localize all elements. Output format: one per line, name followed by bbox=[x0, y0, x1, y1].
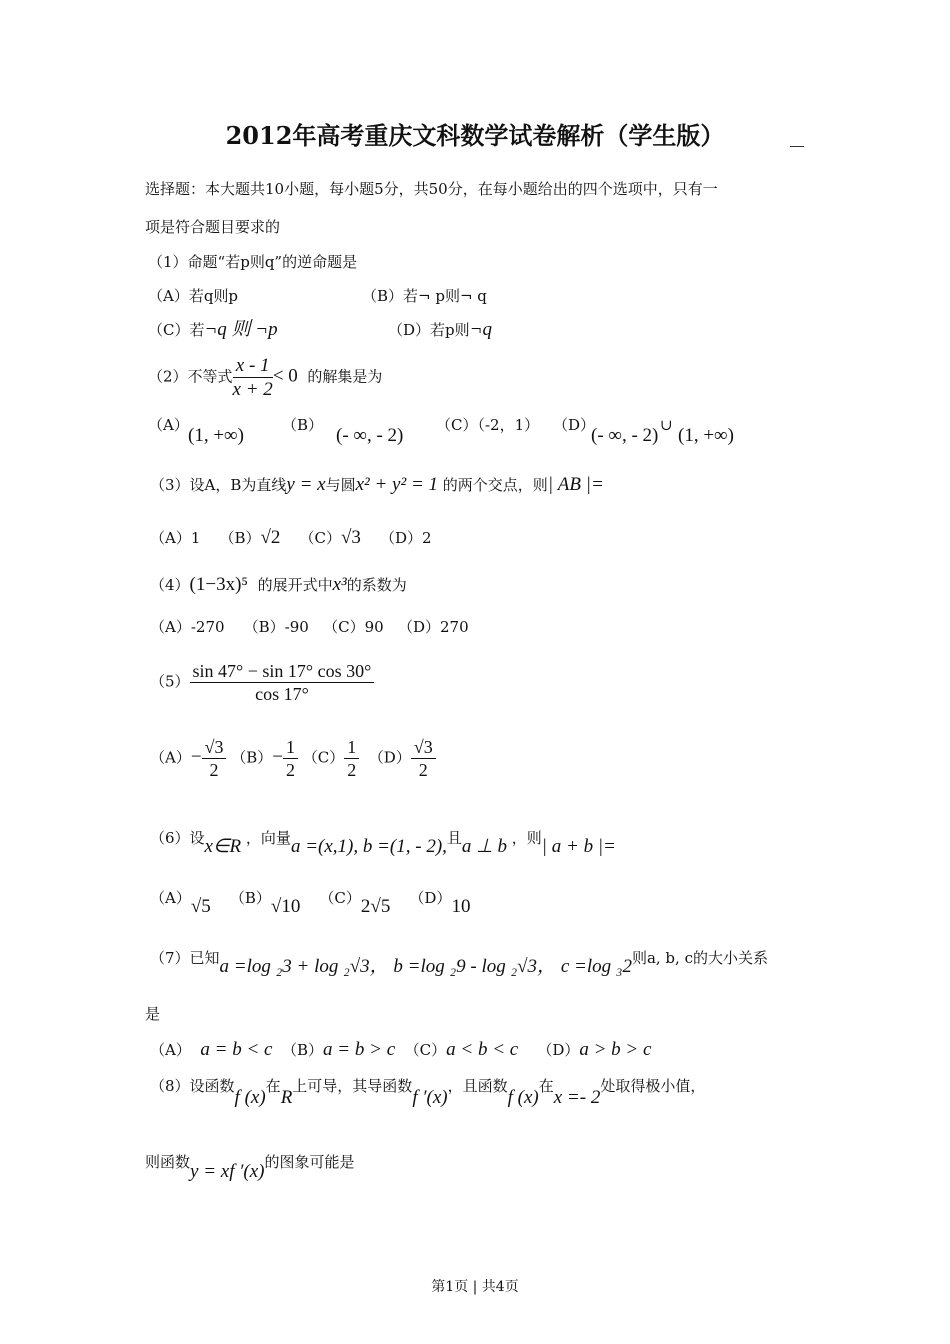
q6-options bbox=[150, 888, 471, 917]
q5-options bbox=[150, 738, 436, 779]
numerator: x - 1 bbox=[233, 356, 273, 378]
math: c =log ₃2 bbox=[560, 956, 632, 977]
label: （D） bbox=[368, 748, 411, 767]
numerator: √3 bbox=[202, 738, 227, 759]
math: R bbox=[280, 1087, 293, 1108]
label: （B） bbox=[231, 748, 273, 767]
label: （C） bbox=[319, 889, 361, 907]
label: （C） bbox=[404, 1041, 447, 1059]
q4-options: （A）-270 （B）-90 （C）90 （D）270 bbox=[150, 618, 469, 636]
text: 的图象可能是 bbox=[264, 1153, 355, 1171]
text: ，则 bbox=[511, 829, 542, 847]
q1-option-c bbox=[148, 320, 278, 339]
q7-options bbox=[150, 1040, 651, 1059]
q7-stem-cont: 是 bbox=[145, 1005, 161, 1023]
page-title: 2012年高考重庆文科数学试卷解析（学生版） bbox=[225, 121, 725, 150]
q8-stem bbox=[150, 1076, 706, 1108]
denominator: 2 bbox=[285, 760, 295, 780]
label: （C） bbox=[302, 748, 345, 767]
math: f (x) bbox=[234, 1087, 266, 1108]
denominator: 2 bbox=[209, 760, 219, 780]
math: f ′(x) bbox=[412, 1087, 448, 1108]
q1-stem: （1）命题“若p则q”的逆命题是 bbox=[148, 253, 358, 271]
denominator: cos 17° bbox=[255, 684, 309, 704]
label: （D） bbox=[409, 889, 452, 907]
numerator: 1 bbox=[344, 738, 359, 759]
numerator: sin 47° − sin 17° cos 30° bbox=[190, 662, 375, 683]
text: 的解集是为 bbox=[307, 367, 383, 386]
q6-option-d: 10 bbox=[451, 896, 471, 917]
text: ，向量 bbox=[245, 829, 291, 847]
label: （B） bbox=[229, 889, 271, 907]
q6-stem bbox=[150, 828, 616, 857]
label: （A） bbox=[150, 889, 191, 907]
q2-a-label: （A） bbox=[148, 416, 189, 434]
math: x∈R bbox=[204, 836, 242, 857]
text: 处取得极小值， bbox=[600, 1077, 706, 1095]
text: 上可导，其导函数 bbox=[292, 1077, 413, 1095]
q5-option-a bbox=[202, 738, 227, 779]
text: 与圆 bbox=[325, 476, 356, 494]
math: ¬q bbox=[469, 319, 492, 340]
denominator: 2 bbox=[418, 760, 428, 780]
fraction bbox=[233, 356, 273, 399]
q7-option-a: a = b < c bbox=[200, 1039, 273, 1060]
divider bbox=[790, 146, 804, 147]
intro-line-2: 项是符合题目要求的 bbox=[145, 218, 281, 236]
math: x³ bbox=[332, 574, 347, 595]
math: a =log ₂3 + log ₂√3， bbox=[219, 956, 389, 977]
q2-option-b: (- ∞, - 2) bbox=[336, 425, 404, 446]
text: （7）已知 bbox=[150, 949, 220, 967]
q2-option-d: (- ∞, - 2) bbox=[591, 425, 659, 446]
q8-stem-line-2 bbox=[145, 1152, 355, 1182]
minus: − bbox=[272, 746, 283, 768]
label: （B） bbox=[282, 1041, 324, 1059]
math: x =- 2 bbox=[553, 1087, 601, 1108]
text: ，且函数 bbox=[447, 1077, 508, 1095]
q3-options bbox=[150, 528, 432, 547]
math: a =(x,1), b =(1, - 2), bbox=[290, 836, 447, 857]
q7-option-d: a > b > c bbox=[579, 1039, 652, 1060]
q4-stem bbox=[150, 575, 407, 594]
q7-option-b: a = b > c bbox=[323, 1039, 396, 1060]
text: （3）设A，B为直线 bbox=[150, 476, 287, 494]
q5-option-b bbox=[283, 738, 298, 779]
text: （8）设函数 bbox=[150, 1077, 235, 1095]
text: （4） bbox=[150, 576, 190, 594]
text: 的两个交点，则 bbox=[442, 476, 548, 494]
fraction bbox=[190, 662, 375, 703]
math: < 0 bbox=[272, 365, 298, 387]
label: （A） bbox=[150, 748, 191, 767]
q6-option-b: √10 bbox=[270, 896, 301, 917]
label: （B） bbox=[219, 529, 261, 547]
math: ¬q 则 ¬p bbox=[204, 319, 278, 340]
label: （C） bbox=[299, 529, 341, 547]
page-footer: 第1页 | 共4页 bbox=[431, 1279, 519, 1295]
text: 的系数为 bbox=[346, 576, 407, 594]
q2-stem bbox=[148, 356, 382, 399]
q2-option-d-2: (1, +∞) bbox=[678, 425, 734, 446]
label: （2）不等式 bbox=[148, 367, 233, 386]
text: 则函数 bbox=[145, 1153, 191, 1171]
q5-option-c bbox=[344, 738, 359, 779]
math: x² + y² = 1 bbox=[355, 474, 439, 495]
math: a ⊥ b bbox=[461, 836, 507, 857]
q1-option-a: （A）若q则p bbox=[148, 287, 239, 305]
q2-b-label: （B） bbox=[282, 416, 324, 434]
text: 在 bbox=[538, 1077, 554, 1095]
math: | a + b |= bbox=[541, 836, 616, 857]
label: （5） bbox=[150, 672, 190, 691]
math: b =log ₂9 - log ₂√3， bbox=[393, 956, 557, 977]
minus: − bbox=[190, 746, 202, 768]
q7-stem bbox=[150, 948, 768, 977]
math: | AB |= bbox=[547, 474, 604, 495]
q2-d-label: （D） bbox=[553, 416, 596, 434]
union: ∪ bbox=[660, 416, 673, 434]
q3-option-c: √3 bbox=[341, 527, 361, 548]
q6-option-c: 2√5 bbox=[360, 896, 391, 917]
q3-stem bbox=[150, 475, 604, 494]
math: f (x) bbox=[507, 1087, 539, 1108]
text: 在 bbox=[265, 1077, 281, 1095]
q1-option-d bbox=[388, 320, 492, 339]
q5-stem bbox=[150, 662, 374, 703]
q3-option-b: √2 bbox=[260, 527, 281, 548]
label: （D） bbox=[537, 1041, 580, 1059]
q1-option-b: （B）若¬ p则¬ q bbox=[362, 287, 487, 305]
label: （C）若 bbox=[148, 321, 205, 339]
intro-line-1: 选择题：本大题共10小题，每小题5分，共50分，在每小题给出的四个选项中，只有一 bbox=[145, 180, 718, 198]
label: （A） bbox=[150, 1041, 191, 1059]
math: y = xf ′(x) bbox=[190, 1161, 265, 1182]
text: 且 bbox=[446, 829, 462, 847]
denominator: 2 bbox=[347, 760, 357, 780]
q2-option-c: （C）（-2，1） bbox=[436, 416, 540, 434]
q3-option-d: （D）2 bbox=[380, 529, 432, 547]
numerator: 1 bbox=[283, 738, 298, 759]
text: 的展开式中 bbox=[257, 576, 333, 594]
denominator: x + 2 bbox=[232, 379, 273, 400]
numerator: √3 bbox=[411, 738, 436, 759]
q5-option-d bbox=[411, 738, 436, 779]
q3-option-a: （A）1 bbox=[150, 529, 201, 547]
math: (1−3x)⁵ bbox=[189, 574, 249, 595]
text: （6）设 bbox=[150, 829, 205, 847]
q2-option-a: (1, +∞) bbox=[188, 425, 244, 446]
label: （D）若p则 bbox=[388, 321, 470, 339]
text: 则a, b, c的大小关系 bbox=[631, 949, 768, 967]
math: y = x bbox=[286, 474, 326, 495]
q6-option-a: √5 bbox=[190, 896, 211, 917]
q7-option-c: a < b < c bbox=[446, 1039, 519, 1060]
